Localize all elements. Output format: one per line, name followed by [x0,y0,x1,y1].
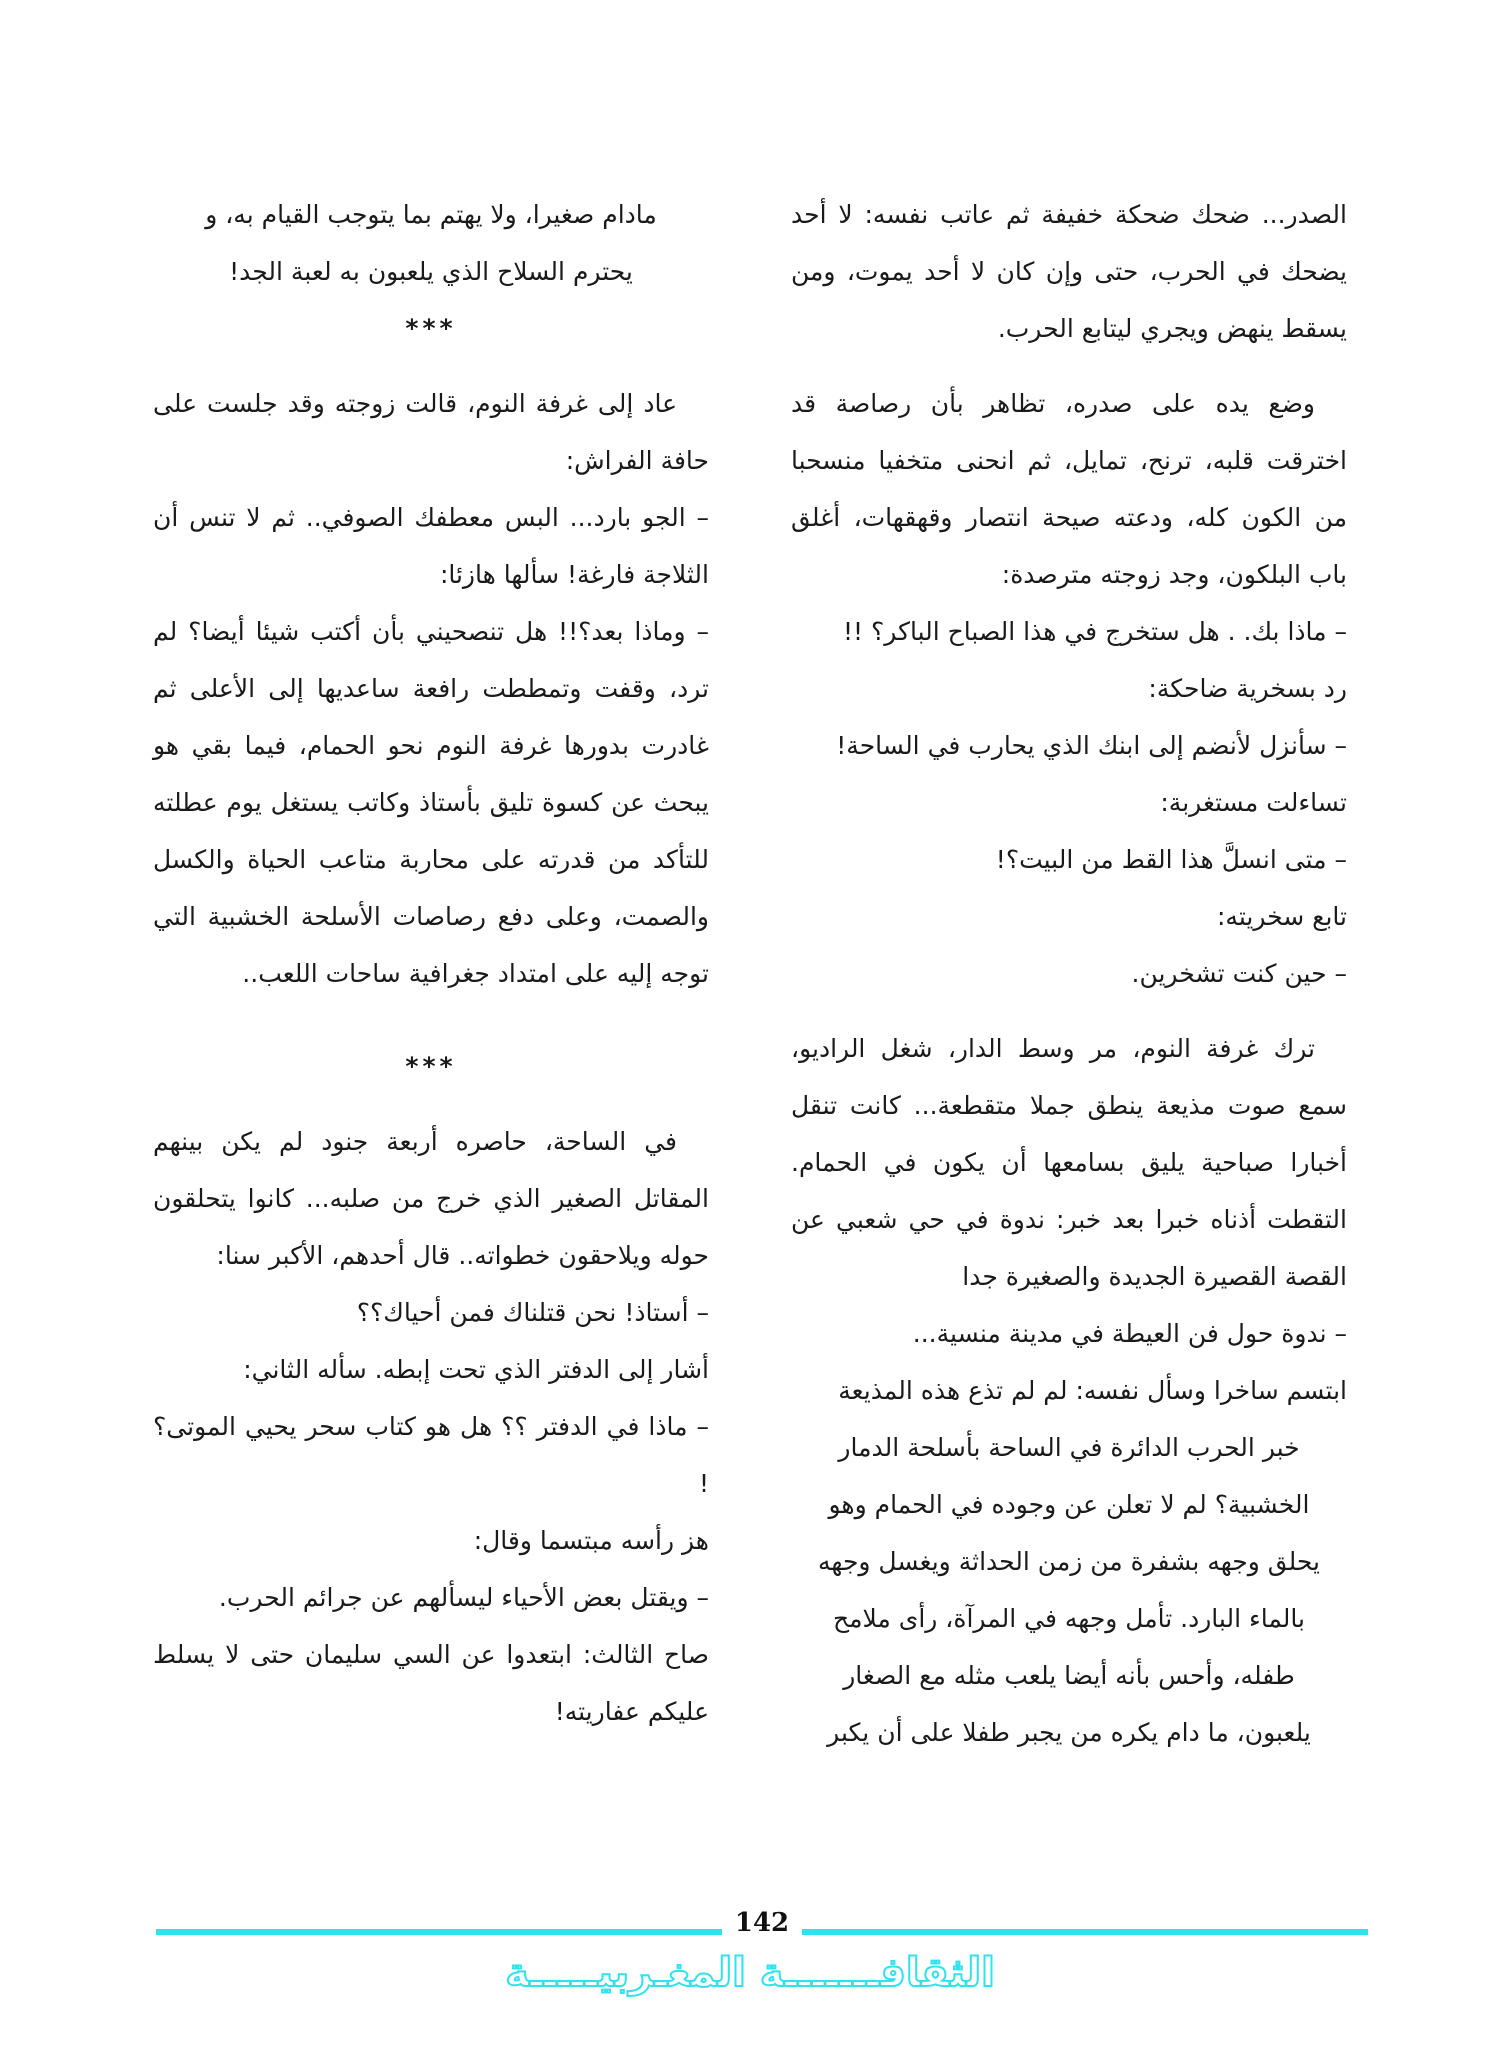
paragraph: أشار إلى الدفتر الذي تحت إبطه. سأله الثاني: [243,1355,709,1384]
dialogue-line: – متى انسلَّ هذا القط من البيت؟! [995,845,1347,874]
text-line: طفله، وأحس بأنه أيضا يلعب مثله مع الصغار [843,1661,1295,1690]
dialogue-line: – سأنزل لأنضم إلى ابنك الذي يحارب في الساحة! [836,731,1347,760]
page-number: 142 [734,1908,790,1938]
paragraph: رد بسخرية ضاحكة: [1148,674,1347,703]
dialogue-line: – أستاذ! نحن قتلناك فمن أحياك؟؟ [356,1298,709,1327]
text-line: خبر الحرب الدائرة في الساحة بأسلحة الدمار [838,1433,1300,1462]
dialogue-line: – ماذا في الدفتر ؟؟ هل هو كتاب سحر يحيي الموتى؟ ! [153,1412,709,1498]
right-column [791,186,1347,1761]
section-separator: *** [405,314,457,343]
dialogue-line: – وماذا بعد؟!! هل تنصحيني بأن أكتب شيئا أيضا؟ لم ترد، وقفت وتمططت رافعة ساعديها إلى الأعلى ثم غادرت بدورها غرفة النوم نحو الحمام، فيما بقي هو يبحث عن كسوة تليق بأستاذ وكاتب يستغل يوم عطلته للتأكد من قدرته على محاربة متاعب الحياة والكسل والصمت، وعلى دفع رصاصات الأسلحة الخشبية التي توجه إليه على امتداد جغرافية ساحات اللعب.. [153,617,709,988]
footer-divider-right [802,1929,1368,1935]
left-column [153,186,709,1740]
text-line: مادام صغيرا، ولا يهتم بما يتوجب القيام به، و [205,200,657,229]
magazine-logo: الثقافـــــــة المغـربيـــــة [505,1950,995,1996]
paragraph: الصدر... ضحك ضحكة خفيفة ثم عاتب نفسه: لا أحد يضحك في الحرب، حتى وإن كان لا أحد يموت، ومن يسقط ينهض ويجري ليتابع الحرب. [791,200,1347,343]
paragraph: تساءلت مستغربة: [1160,788,1347,817]
text-line: الخشبية؟ لم لا تعلن عن وجوده في الحمام وهو [828,1490,1310,1519]
dialogue-line: – الجو بارد... البس معطفك الصوفي.. ثم لا تنس أن الثلاجة فارغة! سألها هازئا: [153,503,709,589]
paragraph: عاد إلى غرفة النوم، قالت زوجته وقد جلست على حافة الفراش: [153,389,709,475]
paragraph: تابع سخريته: [1217,902,1347,931]
paragraph: في الساحة، حاصره أربعة جنود لم يكن بينهم المقاتل الصغير الذي خرج من صلبه... كانوا يتحلقون حوله ويلاحقون خطواته.. قال أحدهم، الأكبر سنا: [153,1127,709,1270]
dialogue-line: – ويقتل بعض الأحياء ليسألهم عن جرائم الحرب. [218,1583,709,1612]
dialogue-line: – ماذا بك. . هل ستخرج في هذا الصباح الباكر؟ !! [843,617,1347,646]
text-line: يحلق وجهه بشفرة من زمن الحداثة ويغسل وجهه [818,1547,1320,1576]
text-line: بالماء البارد. تأمل وجهه في المرآة، رأى ملامح [832,1604,1305,1633]
paragraph: صاح الثالث: ابتعدوا عن السي سليمان حتى لا يسلط عليكم عفاريته! [153,1640,709,1726]
paragraph: ترك غرفة النوم، مر وسط الدار، شغل الراديو، سمع صوت مذيعة ينطق جملا متقطعة... كانت تنقل أخبارا صباحية يليق بسامعها أن يكون في الحمام. التقطت أذناه خبرا بعد خبر: ندوة في حي شعبي عن القصة القصيرة الجديدة والصغيرة جدا [791,1034,1347,1291]
dialogue-line: – حين كنت تشخرين. [1131,959,1347,988]
footer-divider-left [156,1929,722,1935]
paragraph: هز رأسه مبتسما وقال: [473,1526,709,1555]
paragraph: وضع يده على صدره، تظاهر بأن رصاصة قد اخترقت قلبه، ترنح، تمايل، ثم انحنى متخفيا منسحبا من الكون كله، ودعته صيحة انتصار وقهقهات، أغلق باب البلكون، وجد زوجته مترصدة: [791,389,1347,589]
section-separator: *** [405,1052,457,1081]
dialogue-line: – ندوة حول فن العيطة في مدينة منسية... [912,1319,1347,1348]
text-line: يلعبون، ما دام يكره من يجبر طفلا على أن يكبر [827,1718,1311,1747]
text-line: ابتسم ساخرا وسأل نفسه: لم لم تذع هذه المذيعة [838,1376,1347,1405]
text-line: يحترم السلاح الذي يلعبون به لعبة الجد! [229,257,633,286]
